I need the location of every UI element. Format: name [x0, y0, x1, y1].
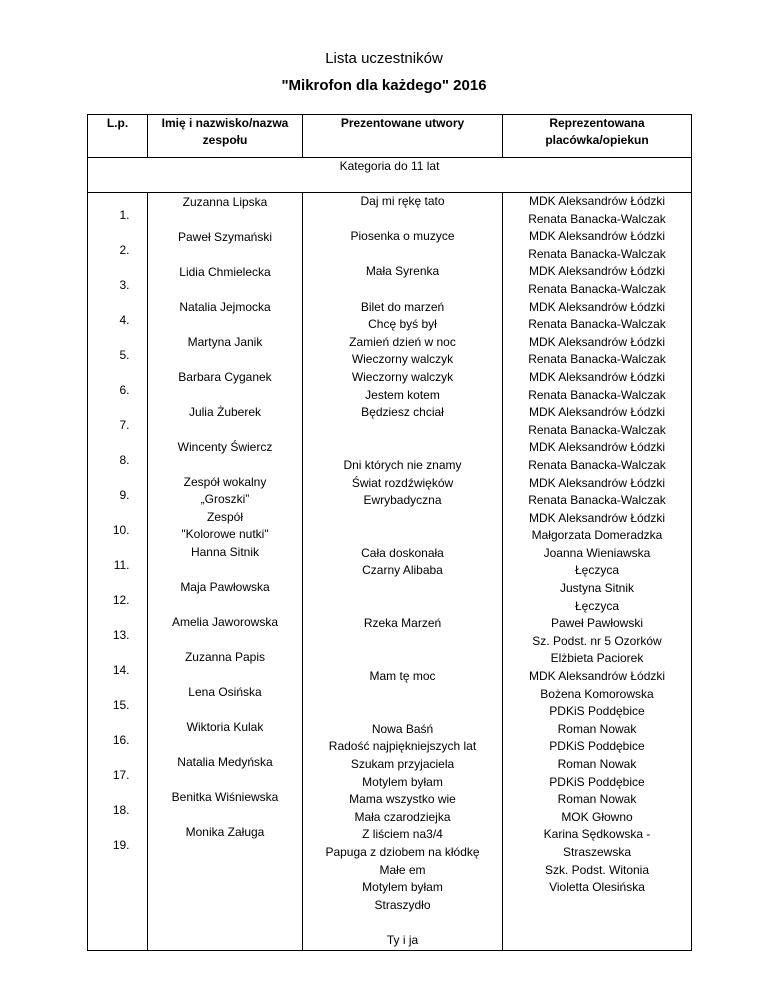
place-or-tutor: Małgorzata Domeradzka	[531, 528, 663, 543]
song-title: Szukam przyjaciela	[350, 757, 455, 771]
lp-number: 15.	[112, 698, 130, 712]
lp-cell	[88, 403, 147, 438]
song-title	[303, 580, 502, 598]
song-title	[303, 281, 502, 299]
table-header-row	[88, 115, 692, 158]
place-or-tutor: Paweł Pawłowski	[550, 616, 644, 631]
lp-number: 9.	[119, 488, 130, 502]
lp-cell	[88, 193, 147, 228]
song-title	[303, 510, 502, 528]
participant-name: Lena Osińska	[188, 685, 262, 699]
participant-name: Lidia Chmielecka	[179, 265, 271, 279]
place-or-tutor: PDKiS Poddębice	[549, 704, 645, 719]
participant-name: Benitka Wiśniewska	[171, 790, 279, 804]
song-title: Jestem kotem	[365, 387, 440, 402]
place-or-tutor: MDK Aleksandrów Łódzki	[528, 669, 666, 684]
category-label: Kategoria do 11 lat	[88, 158, 692, 193]
songs-column	[303, 193, 503, 951]
participant-name: Wincenty Świercz	[177, 440, 273, 454]
participant-name: Amelia Jaworowska	[171, 615, 279, 629]
song-title	[303, 439, 502, 457]
song-title	[303, 422, 502, 440]
lp-cell	[88, 298, 147, 333]
place-or-tutor: Szk. Podst. Witonia	[544, 862, 650, 877]
lp-cell	[88, 333, 147, 368]
lp-number: 16.	[112, 733, 130, 747]
song-title: Ty i ja	[386, 932, 419, 947]
place-or-tutor: MDK Aleksandrów Łódzki	[528, 510, 666, 525]
lp-cell	[88, 823, 147, 858]
lp-number: 4.	[119, 313, 130, 327]
place-or-tutor: PDKiS Poddębice	[549, 774, 645, 789]
song-title: Czarny Alibaba	[362, 563, 443, 578]
lp-number: 2.	[119, 243, 130, 257]
place-or-tutor: PDKiS Poddębice	[549, 739, 645, 754]
lp-cell	[88, 788, 147, 823]
place-or-tutor: Renata Banacka-Walczak	[528, 352, 666, 367]
lp-number: 19.	[112, 838, 130, 852]
place-or-tutor: Joanna Wieniawska	[543, 545, 651, 560]
place-or-tutor: Justyna Sitnik	[559, 581, 635, 596]
document-title: Lista uczestników	[325, 50, 443, 67]
participant-name: Paweł Szymański	[177, 230, 273, 244]
lp-cell	[88, 648, 147, 683]
lp-number: 1.	[119, 208, 130, 222]
song-title: Papuga z dziobem na kłódkę	[325, 844, 480, 859]
lp-number: 8.	[119, 453, 130, 467]
lp-cell	[88, 473, 147, 508]
place-or-tutor: MDK Aleksandrów Łódzki	[528, 475, 666, 490]
lp-number: 6.	[119, 383, 130, 397]
place-or-tutor: MOK Głowno	[561, 809, 633, 824]
lp-cell	[88, 578, 147, 613]
place-or-tutor: Renata Banacka-Walczak	[528, 211, 666, 226]
song-title: Bilet do marzeń	[360, 299, 445, 314]
song-title: Chcę byś był	[368, 317, 437, 332]
column-header-lp: L.p.	[88, 115, 148, 158]
column-header-name: Imię i nazwisko/nazwa zespołu	[148, 115, 303, 158]
place-or-tutor: Roman Nowak	[557, 757, 637, 771]
song-title: Mała Syrenka	[365, 264, 440, 279]
place-or-tutor: Renata Banacka-Walczak	[528, 317, 666, 332]
song-title	[303, 686, 502, 704]
lp-number: 11.	[113, 558, 130, 572]
place-or-tutor: Straszewska	[562, 844, 632, 859]
participant-name: Monika Załuga	[185, 825, 265, 839]
song-title: Rzeka Marzeń	[363, 616, 442, 631]
song-title: Daj mi rękę tato	[360, 194, 445, 208]
column-header-songs: Prezentowane utwory	[303, 115, 503, 158]
place-or-tutor: Renata Banacka-Walczak	[528, 281, 666, 296]
lp-number: 10.	[112, 523, 130, 537]
place-or-tutor: MDK Aleksandrów Łódzki	[528, 405, 666, 420]
place-or-tutor: Renata Banacka-Walczak	[528, 246, 666, 261]
participant-name: Wiktoria Kulak	[186, 720, 264, 734]
participant-name: Julia Żuberek	[188, 405, 262, 419]
lp-cell	[88, 718, 147, 753]
place-or-tutor: Roman Nowak	[557, 792, 637, 807]
song-title: Mała czarodziejka	[354, 809, 451, 824]
lp-cell	[88, 613, 147, 648]
place-or-tutor: MDK Aleksandrów Łódzki	[528, 334, 666, 349]
place-or-tutor: MDK Aleksandrów Łódzki	[528, 194, 666, 208]
lp-cell	[88, 368, 147, 403]
participant-name: Natalia Jejmocka	[179, 300, 271, 314]
place-or-tutor: Sz. Podst. nr 5 Ozorków	[532, 633, 662, 648]
song-title	[303, 527, 502, 545]
place-or-tutor: Renata Banacka-Walczak	[528, 422, 666, 437]
category-row	[88, 158, 692, 193]
lp-number: 17.	[112, 768, 130, 782]
participant-name: Hanna Sitnik	[190, 545, 260, 559]
song-title: Wieczorny walczyk	[351, 352, 454, 367]
participant-name: Maja Pawłowska	[180, 580, 270, 594]
song-title: Ewrybadyczna	[363, 493, 442, 508]
places-column	[503, 193, 692, 951]
participant-name: Zuzanna Lipska	[182, 195, 268, 209]
lp-cell	[88, 438, 147, 473]
lp-number: 13.	[112, 628, 130, 642]
song-title: Piosenka o muzyce	[350, 229, 455, 244]
participants-table	[87, 114, 692, 951]
lp-number: 7.	[119, 418, 130, 432]
song-title: Świat rozdźwięków	[351, 475, 454, 490]
lp-number: 12.	[112, 593, 130, 607]
song-title	[303, 650, 502, 668]
place-or-tutor: Łęczyca	[574, 563, 620, 578]
place-or-tutor: Roman Nowak	[557, 721, 637, 736]
song-title: Nowa Baśń	[371, 721, 434, 736]
lp-number: 14.	[112, 663, 130, 677]
column-header-place: Reprezentowana placówka/opiekun	[503, 115, 692, 158]
lp-cell	[88, 263, 147, 298]
place-or-tutor: Bożena Komorowska	[540, 686, 654, 701]
song-title: Cała doskonała	[361, 545, 444, 560]
table-body-row	[88, 193, 692, 951]
lp-cell	[88, 683, 147, 718]
lp-number: 18.	[112, 803, 130, 817]
song-title: Motylem byłam	[362, 774, 443, 789]
song-title	[303, 246, 502, 264]
songs-spacer	[303, 914, 502, 932]
place-or-tutor: MDK Aleksandrów Łódzki	[528, 264, 666, 279]
lp-cell	[88, 508, 147, 543]
song-title: Z liściem na3/4	[362, 827, 443, 842]
participant-name: Zespół wokalny „Groszki”	[183, 475, 267, 506]
song-title: Małe em	[379, 862, 426, 877]
place-or-tutor: Renata Banacka-Walczak	[528, 457, 666, 472]
song-title: Dni których nie znamy	[343, 457, 462, 472]
lp-cell	[88, 543, 147, 578]
song-title: Mama wszystko wie	[349, 792, 456, 807]
place-or-tutor: MDK Aleksandrów Łódzki	[528, 229, 666, 244]
song-title: Wieczorny walczyk	[351, 369, 454, 384]
song-title: Radość najpiękniejszych lat	[328, 739, 477, 754]
place-or-tutor: MDK Aleksandrów Łódzki	[528, 369, 666, 384]
lp-column	[88, 193, 148, 951]
participant-name: Natalia Medyńska	[177, 755, 273, 769]
song-title: Straszydło	[374, 897, 431, 912]
participant-name: Martyna Janik	[187, 335, 263, 349]
lp-number: 5.	[119, 348, 130, 362]
participant-name: Barbara Cyganek	[178, 370, 272, 384]
song-title	[303, 598, 502, 616]
place-or-tutor: Elżbieta Paciorek	[550, 651, 644, 666]
place-or-tutor: Łęczyca	[574, 598, 620, 613]
song-title	[303, 211, 502, 229]
lp-number: 3.	[119, 278, 130, 292]
document-subtitle: "Mikrofon dla każdego" 2016	[281, 77, 487, 94]
place-or-tutor: Renata Banacka-Walczak	[528, 493, 666, 508]
place-or-tutor: Renata Banacka-Walczak	[528, 387, 666, 402]
song-title: Zamień dzień w noc	[349, 334, 456, 349]
song-title: Motylem byłam	[362, 880, 443, 895]
place-or-tutor: Karina Sędkowska -	[543, 827, 651, 842]
place-or-tutor: Violetta Olesińska	[549, 880, 645, 895]
place-or-tutor: MDK Aleksandrów Łódzki	[528, 299, 666, 314]
participant-name: Zuzanna Papis	[184, 650, 266, 664]
song-title	[303, 703, 502, 721]
place-or-tutor: MDK Aleksandrów Łódzki	[528, 440, 666, 455]
names-column	[148, 193, 303, 951]
song-title: Będziesz chciał	[361, 405, 444, 420]
participant-name: Zespół "Kolorowe nutki"	[181, 510, 269, 541]
song-title	[303, 633, 502, 651]
lp-cell	[88, 753, 147, 788]
song-title: Mam tę moc	[369, 669, 436, 684]
lp-cell	[88, 228, 147, 263]
